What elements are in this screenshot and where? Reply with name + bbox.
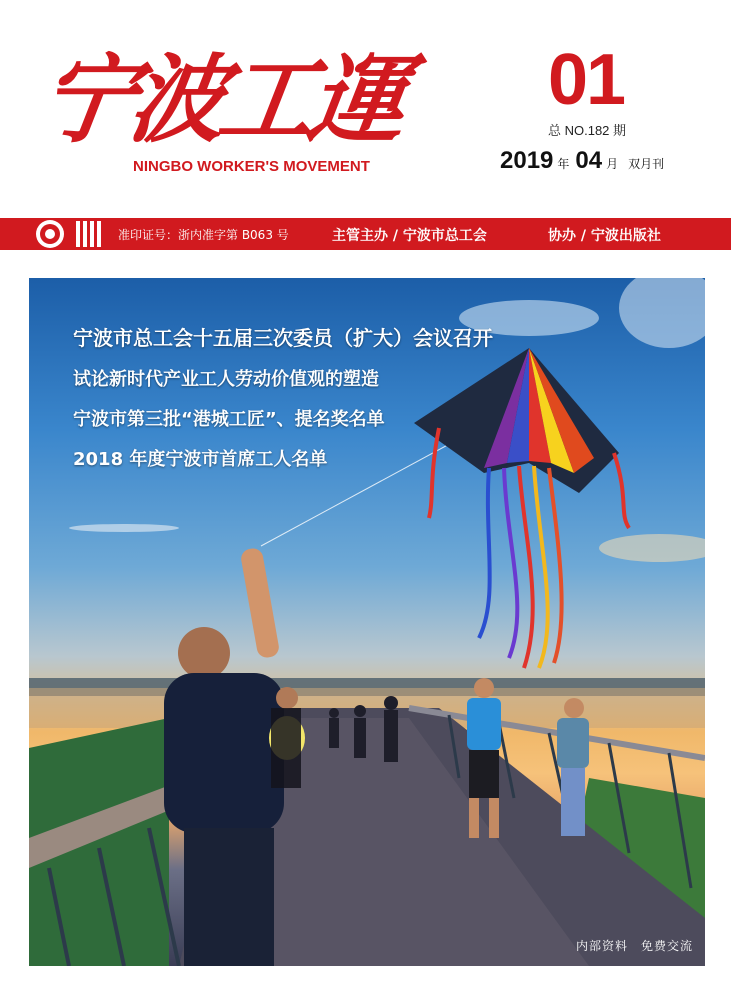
masthead: [0, 0, 731, 215]
sponsor: 主管主办 / 宁波市总工会: [332, 228, 487, 244]
issue-number: 01: [548, 40, 625, 120]
year-unit: 年: [557, 157, 570, 171]
issue-month: 04: [575, 147, 603, 174]
headline-4: 2018 年度宁波市首席工人名单: [73, 449, 328, 470]
headline-3: 宁波市第三批“港城工匠”、提名奖名单: [73, 409, 385, 430]
magazine-title-english: NINGBO WORKER'S MOVEMENT: [133, 158, 370, 175]
footer-note: 内部资料 免费交流: [575, 939, 693, 953]
co-organizer: 协办 / 宁波出版社: [548, 228, 661, 244]
trade-union-emblem-icon: [36, 220, 64, 248]
total-issue: 总 NO.182 期: [548, 123, 627, 138]
cover-photo: [29, 278, 705, 966]
issue-year: 2019: [500, 147, 554, 174]
publication-frequency: 双月刊: [628, 157, 665, 171]
info-band: [0, 218, 731, 250]
decorative-bars: [76, 221, 101, 247]
print-permit: 准印证号：浙内准字第 B063 号: [118, 228, 289, 242]
issue-date: [500, 147, 670, 175]
headline-2: 试论新时代产业工人劳动价值观的塑造: [73, 369, 379, 390]
headline-1: 宁波市总工会十五届三次委员（扩大）会议召开: [73, 326, 493, 350]
magazine-title: 宁波工運: [32, 43, 409, 156]
month-unit: 月: [606, 157, 619, 171]
cover-headlines: [73, 322, 493, 485]
